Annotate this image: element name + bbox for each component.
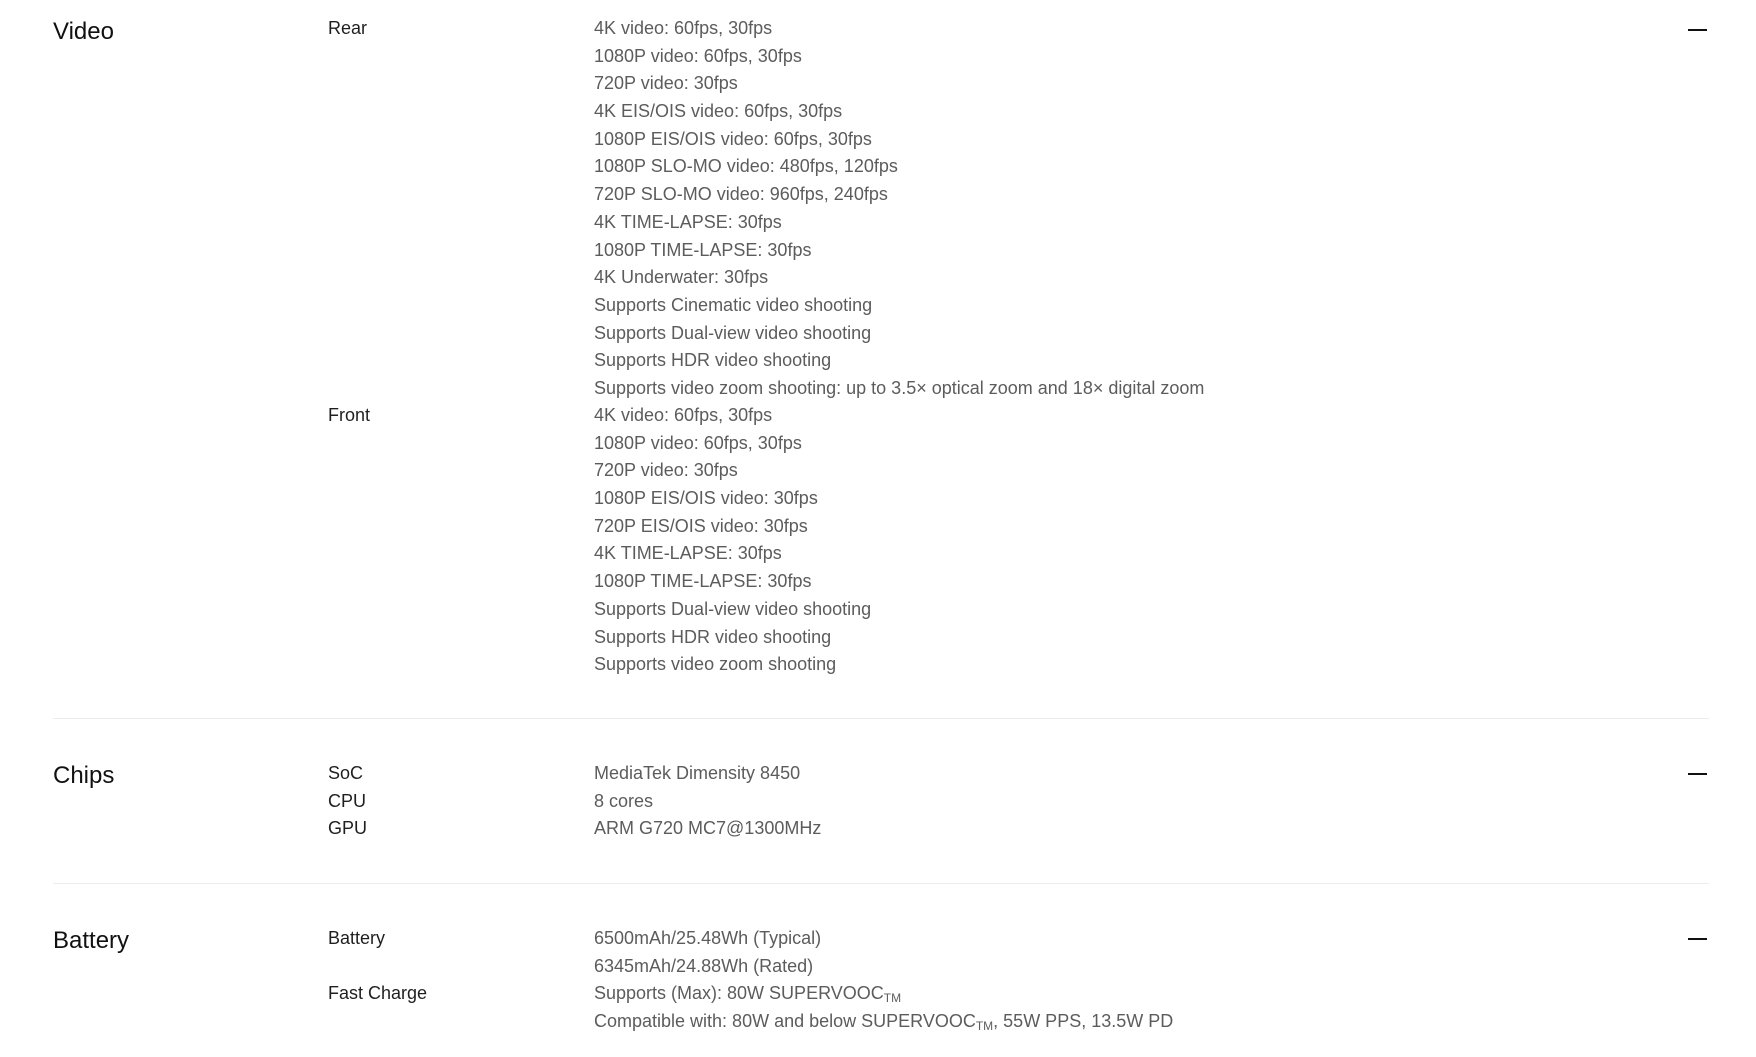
battery-collapse-button[interactable] — [1685, 927, 1709, 951]
list-item: 4K video: 60fps, 30fps — [594, 18, 773, 38]
fast-charge-max — [594, 980, 1173, 1008]
list-item: 1080P video: 60fps, 30fps — [594, 432, 802, 453]
list-item: Supports Cinematic video shooting — [594, 294, 873, 315]
list-item: Supports video zoom shooting — [594, 654, 837, 675]
section-divider — [53, 718, 1709, 719]
section-title-video: Video — [53, 18, 114, 45]
list-item: 720P video: 30fps — [594, 460, 738, 481]
minus-icon — [1688, 938, 1707, 940]
fast-charge-compatible-text: Compatible with: 80W and below SUPERVOOC — [594, 1011, 976, 1032]
minus-icon — [1688, 29, 1707, 31]
trademark-mark: TM — [883, 991, 902, 1006]
list-item: 1080P TIME-LAPSE: 30fps — [594, 239, 812, 260]
spec-label-soc: SoC — [328, 763, 364, 783]
spec-label-fast-charge: Fast Charge — [328, 983, 428, 1003]
spec-label-cpu: CPU — [328, 791, 367, 811]
battery-values-list — [594, 925, 1173, 1036]
spec-label-rear: Rear — [328, 18, 368, 38]
list-item: 1080P SLO-MO video: 480fps, 120fps — [594, 156, 898, 177]
list-item: Supports video zoom shooting: up to 3.5× optical zoom and 18× digital zoom — [594, 377, 1205, 398]
list-item: 6500mAh/25.48Wh (Typical) — [594, 928, 822, 948]
fast-charge-compatible-suffix: , 55W PPS, 13.5W PD — [993, 1011, 1174, 1032]
list-item: Supports Dual-view video shooting — [594, 322, 872, 343]
list-item: 4K TIME-LAPSE: 30fps — [594, 543, 782, 564]
list-item: 1080P EIS/OIS video: 60fps, 30fps — [594, 128, 872, 149]
rear-values-list — [594, 15, 1204, 403]
video-collapse-button[interactable] — [1685, 18, 1709, 42]
chips-values-list — [594, 760, 821, 843]
list-item: Supports HDR video shooting — [594, 626, 832, 647]
cpu-value: 8 cores — [594, 790, 654, 811]
list-item: 4K TIME-LAPSE: 30fps — [594, 211, 782, 232]
section-title-battery: Battery — [53, 927, 130, 954]
section-divider — [53, 883, 1709, 884]
soc-value: MediaTek Dimensity 8450 — [594, 763, 801, 783]
fast-charge-compatible — [594, 1008, 1173, 1036]
section-title-chips: Chips — [53, 762, 115, 789]
list-item: 720P EIS/OIS video: 30fps — [594, 515, 808, 536]
spec-label-front: Front — [328, 405, 371, 425]
list-item: Supports Dual-view video shooting — [594, 598, 872, 619]
list-item: 6345mAh/24.88Wh (Rated) — [594, 955, 814, 976]
list-item: 720P SLO-MO video: 960fps, 240fps — [594, 184, 888, 205]
list-item: 720P video: 30fps — [594, 73, 738, 94]
list-item: Supports HDR video shooting — [594, 350, 832, 371]
list-item: 4K Underwater: 30fps — [594, 267, 769, 288]
list-item: 4K video: 60fps, 30fps — [594, 405, 773, 425]
minus-icon — [1688, 773, 1707, 775]
list-item: 1080P EIS/OIS video: 30fps — [594, 488, 818, 509]
gpu-value: ARM G720 MC7@1300MHz — [594, 818, 822, 839]
fast-charge-max-text: Supports (Max): 80W SUPERVOOC — [594, 983, 884, 1004]
spec-label-gpu: GPU — [328, 818, 368, 838]
list-item: 1080P TIME-LAPSE: 30fps — [594, 571, 812, 592]
front-values-list — [594, 402, 871, 679]
list-item: 1080P video: 60fps, 30fps — [594, 45, 802, 66]
list-item: 4K EIS/OIS video: 60fps, 30fps — [594, 101, 843, 122]
trademark-mark: TM — [975, 1019, 994, 1034]
chips-collapse-button[interactable] — [1685, 762, 1709, 786]
spec-label-battery: Battery — [328, 928, 386, 948]
